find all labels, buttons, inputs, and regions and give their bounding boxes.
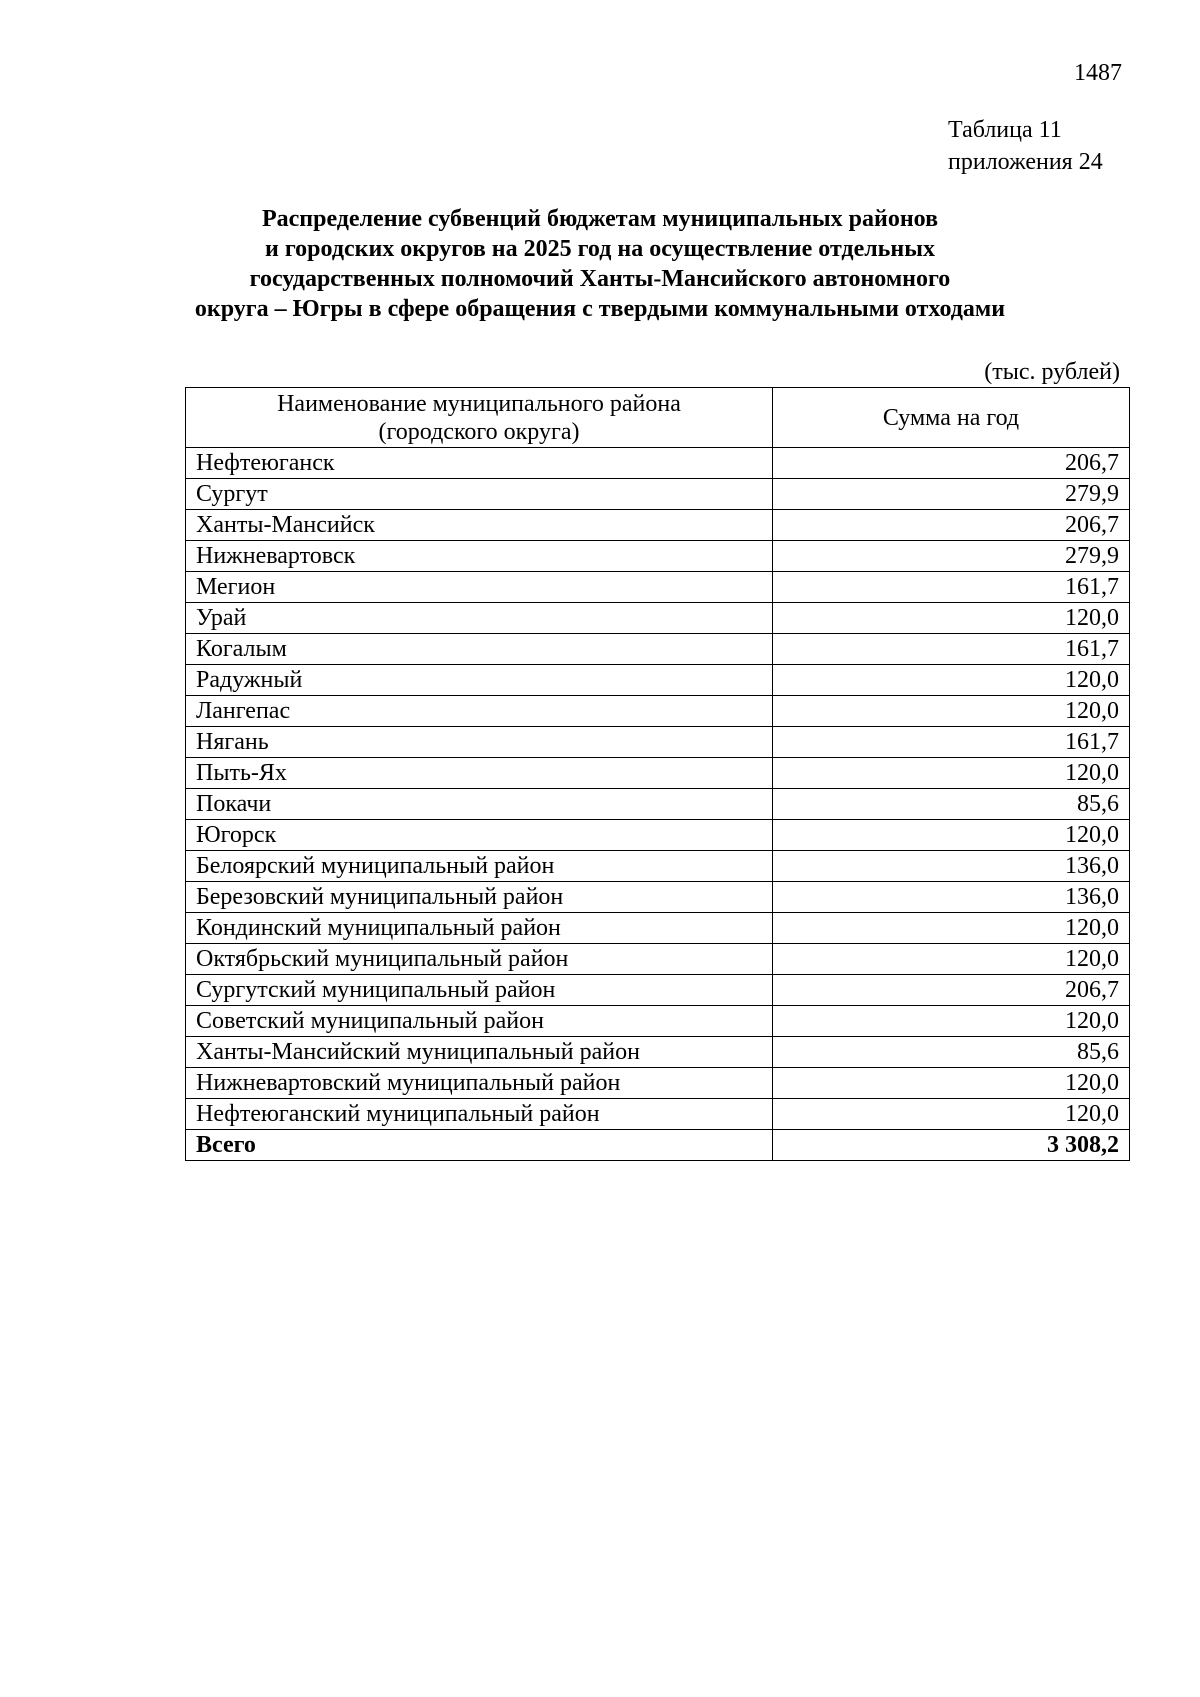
table-reference: [948, 114, 1103, 178]
table-row: [186, 479, 1130, 510]
municipality-name-cell: Нефтеюганск: [186, 448, 773, 479]
units-note: (тыс. рублей): [984, 359, 1120, 385]
table-row: [186, 913, 1130, 944]
table-row: [186, 510, 1130, 541]
total-label-cell: Всего: [186, 1130, 773, 1161]
municipality-name-cell: Советский муниципальный район: [186, 1006, 773, 1037]
municipality-name-cell: Нефтеюганский муниципальный район: [186, 1099, 773, 1130]
amount-cell: 85,6: [773, 789, 1130, 820]
table-row: [186, 1099, 1130, 1130]
header-amount-column: Сумма на год: [773, 388, 1130, 448]
table-row: [186, 696, 1130, 727]
amount-cell: 120,0: [773, 944, 1130, 975]
title-line: и городских округов на 2025 год на осуществление отдельных: [265, 236, 935, 262]
table-row: [186, 541, 1130, 572]
table-row: [186, 789, 1130, 820]
municipality-name-cell: Пыть-Ях: [186, 758, 773, 789]
table-row: [186, 603, 1130, 634]
municipality-name-cell: Березовский муниципальный район: [186, 882, 773, 913]
municipality-name-cell: Нижневартовск: [186, 541, 773, 572]
municipality-name-cell: Нягань: [186, 727, 773, 758]
amount-cell: 206,7: [773, 448, 1130, 479]
header-name-line-2: (городского округа): [378, 418, 580, 445]
table-header-row: [186, 388, 1130, 448]
municipality-name-cell: Югорск: [186, 820, 773, 851]
municipality-name-cell: Октябрьский муниципальный район: [186, 944, 773, 975]
municipality-name-cell: Кондинский муниципальный район: [186, 913, 773, 944]
subvention-table: [185, 387, 1130, 1161]
amount-cell: 85,6: [773, 1037, 1130, 1068]
table-row: [186, 820, 1130, 851]
municipality-name-cell: Лангепас: [186, 696, 773, 727]
municipality-name-cell: Сургутский муниципальный район: [186, 975, 773, 1006]
header-name-line-1: Наименование муниципального района: [277, 390, 681, 417]
municipality-name-cell: Сургут: [186, 479, 773, 510]
header-name-column: [186, 388, 773, 448]
table-row: [186, 1068, 1130, 1099]
title-line: государственных полномочий Ханты-Мансийского автономного: [249, 266, 951, 292]
amount-cell: 279,9: [773, 479, 1130, 510]
title-line: Распределение субвенций бюджетам муниципальных районов: [261, 206, 939, 232]
municipality-name-cell: Когалым: [186, 634, 773, 665]
title-line: округа – Югры в сфере обращения с твердыми коммунальными отходами: [194, 296, 1006, 322]
table-row: [186, 944, 1130, 975]
page-number: 1487: [1074, 60, 1122, 86]
document-title: [150, 204, 1050, 324]
table-row: [186, 882, 1130, 913]
amount-cell: 161,7: [773, 634, 1130, 665]
table-reference-line-1: Таблица 11: [948, 117, 1062, 143]
municipality-name-cell: Урай: [186, 603, 773, 634]
amount-cell: 161,7: [773, 727, 1130, 758]
amount-cell: 136,0: [773, 851, 1130, 882]
amount-cell: 120,0: [773, 1099, 1130, 1130]
amount-cell: 120,0: [773, 696, 1130, 727]
amount-cell: 120,0: [773, 758, 1130, 789]
amount-cell: 120,0: [773, 1068, 1130, 1099]
table-row: [186, 727, 1130, 758]
amount-cell: 120,0: [773, 603, 1130, 634]
amount-cell: 279,9: [773, 541, 1130, 572]
municipality-name-cell: Ханты-Мансийский муниципальный район: [186, 1037, 773, 1068]
total-amount-cell: 3 308,2: [773, 1130, 1130, 1161]
table-row: [186, 975, 1130, 1006]
municipality-name-cell: Ханты-Мансийск: [186, 510, 773, 541]
table-row: [186, 851, 1130, 882]
table-reference-line-2: приложения 24: [948, 149, 1103, 175]
municipality-name-cell: Радужный: [186, 665, 773, 696]
table-row: [186, 572, 1130, 603]
amount-cell: 120,0: [773, 820, 1130, 851]
table-row: [186, 1006, 1130, 1037]
table-row: [186, 758, 1130, 789]
municipality-name-cell: Мегион: [186, 572, 773, 603]
amount-cell: 161,7: [773, 572, 1130, 603]
municipality-name-cell: Нижневартовский муниципальный район: [186, 1068, 773, 1099]
table-row: [186, 665, 1130, 696]
amount-cell: 136,0: [773, 882, 1130, 913]
amount-cell: 206,7: [773, 975, 1130, 1006]
table-body: [186, 448, 1130, 1161]
amount-cell: 206,7: [773, 510, 1130, 541]
amount-cell: 120,0: [773, 913, 1130, 944]
amount-cell: 120,0: [773, 665, 1130, 696]
table-total-row: [186, 1130, 1130, 1161]
table-row: [186, 1037, 1130, 1068]
amount-cell: 120,0: [773, 1006, 1130, 1037]
table-row: [186, 448, 1130, 479]
municipality-name-cell: Белоярский муниципальный район: [186, 851, 773, 882]
municipality-name-cell: Покачи: [186, 789, 773, 820]
table-row: [186, 634, 1130, 665]
